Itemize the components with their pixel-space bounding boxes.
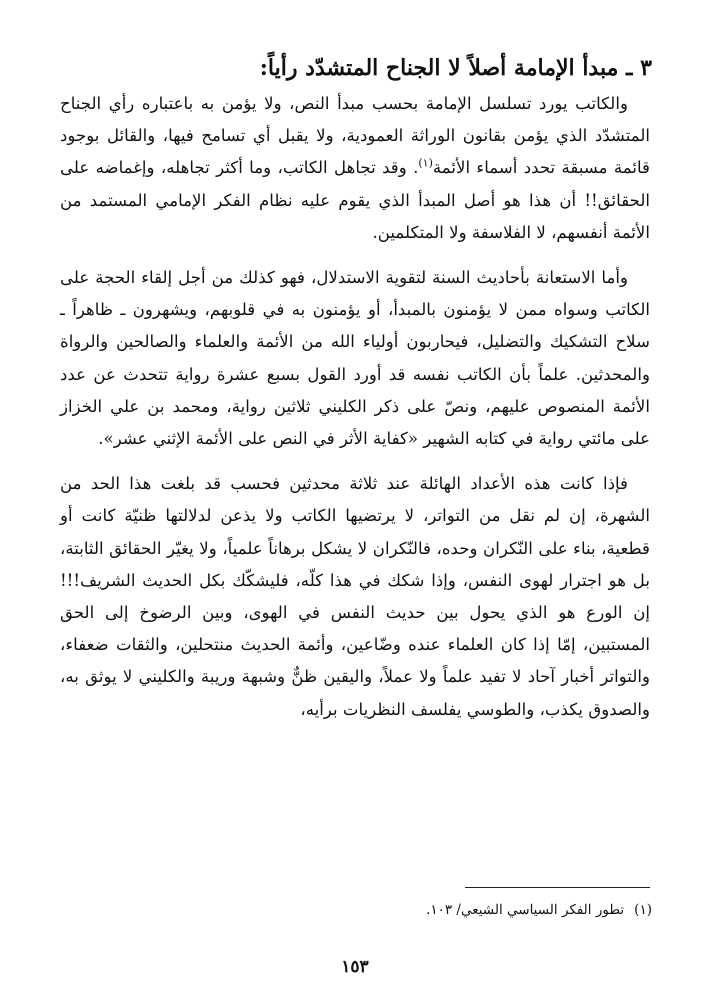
paragraph-1-text-end: . وقد تجاهل الكاتب، وما أكثر تجاهله، وإغماضه على الحقائق!! أن هذا هو أصل المبدأ الذي يقوم عليه نظام الفكر الإمامي المستمد من الأئمة أنفسهم، لا الفلاسفة ولا المتكلمين.	[60, 158, 650, 242]
section-heading: ٣ ـ مبدأ الإمامة أصلاً لا الجناح المتشدّد رأياً:	[259, 55, 652, 81]
footnote	[60, 898, 652, 922]
paragraph-2: وأما الاستعانة بأحاديث السنة لتقوية الاستدلال، فهو كذلك من أجل إلقاء الحجة على الكاتب وسواه ممن لا يؤمنون بالمبدأ، أو يؤمنون به في قلوبهم، ويشهرون ـ ظاهراً ـ سلاح التشكيك والتضليل، فيحاربون أولياء الله من الأئمة والعلماء والصالحين والرواة والمحدثين. علماً بأن الكاتب نفسه قد أورد القول بسبع عشرة رواية تتحدث عن عدد الأئمة المنصوص عليهم، ونصّ على ذكر الكليني ثلاثين رواية، ومحمد بن علي الخزاز على مائتي رواية في كتابه الشهير «كفاية الأثر في النص على الأئمة الإثني عشر».	[60, 268, 650, 449]
body-text	[60, 88, 650, 739]
paragraph-3: فإذا كانت هذه الأعداد الهائلة عند ثلاثة محدثين فحسب قد بلغت هذا الحد من الشهرة، إن لم نقل من التواتر، لا يرتضيها الكاتب ولا يذعن لدلالتها ظنيّة كانت أو قطعية، بناء على النّكران وحده، فالنّكران لا يشكل برهاناً علمياً، ولا يغيّر الحقائق الثابتة، بل هو اجترار لهوى النفس، وإذا شكك في هذا كلّه، فليشكّك بكل الحديث الشريف!!! إن الورع هو الذي يحول بين حديث النفس في الهوى، وبين الرضوخ إلى الحق المستبين، إمّا إذا كان العلماء عنده وضّاعين، وأئمة الحديث منتحلين، والثقات ضعفاء، والتواتر أخبار آحاد لا تفيد علماً ولا عملاً، واليقين ظنٌّ وشبهة وريبة والكليني لا يوثق به، والصدوق يكذب، والطوسي يفلسف النظريات برأيه،	[60, 474, 650, 719]
paragraph-1-text-start: والكاتب يورد تسلسل الإمامة بحسب مبدأ النص، ولا يؤمن به باعتباره رأي الجناح المتشدّد الذي يؤمن بقانون الوراثة العمودية، ولا يقبل أي تسامح فيها، والقائل بوجود قائمة مسبقة تحدد أسماء الأئمة	[60, 94, 650, 178]
footnote-separator	[465, 887, 650, 888]
page-number: ١٥٣	[341, 957, 369, 977]
footnote-text: تطور الفكر السياسي الشيعي/ ١٠٣.	[426, 902, 625, 918]
footnote-number: (١)	[634, 902, 652, 918]
footnote-reference: (١)	[418, 156, 433, 170]
paragraph-1	[60, 88, 650, 249]
